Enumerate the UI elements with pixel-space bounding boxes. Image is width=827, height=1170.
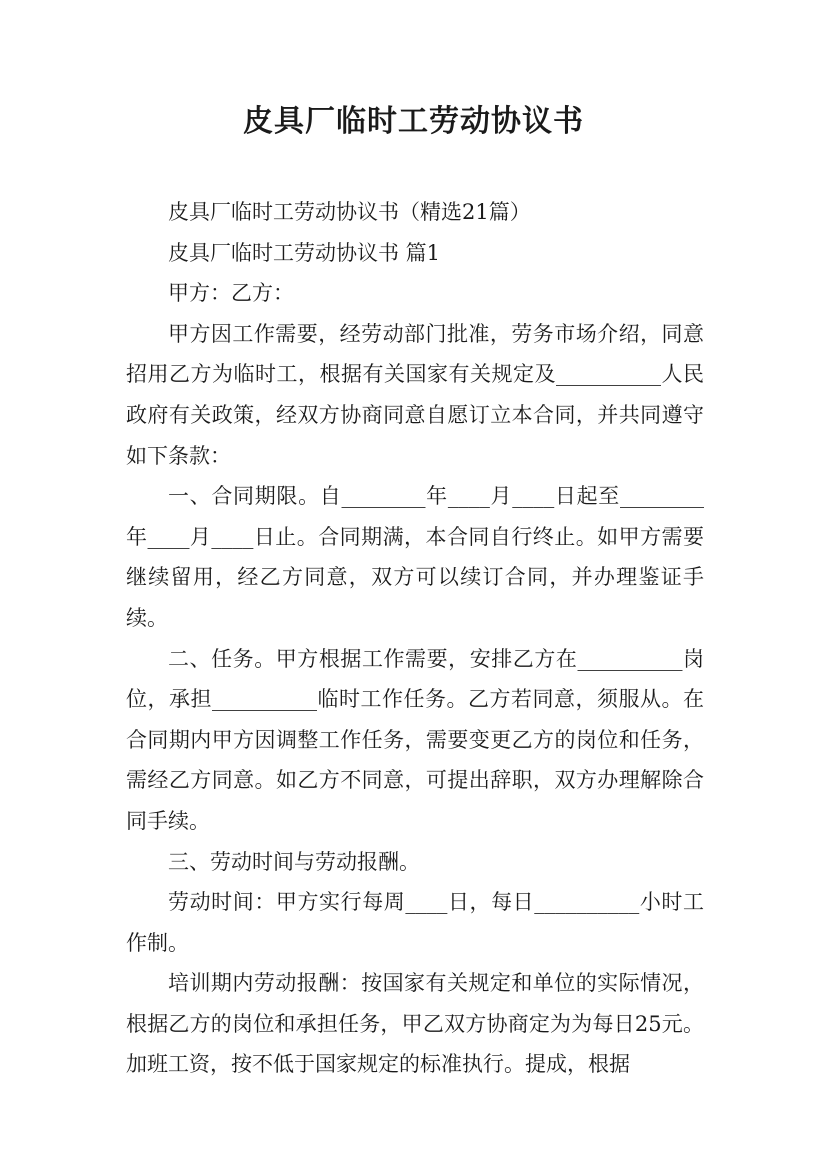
- paragraph-subtitle: 皮具厂临时工劳动协议书（精选21篇）: [168, 200, 531, 224]
- document-title: 皮具厂临时工劳动协议书: [243, 104, 584, 139]
- paragraph-training-pay: 培训期内劳动报酬：按国家有关规定和单位的实际情况，根据乙方的岗位和承担任务，甲乙双方协商定为为每日25元。加班工资，按不低于国家规定的标准执行。提成，根据: [126, 971, 704, 1077]
- paragraph-clause-task: 二、任务。甲方根据工作需要，安排乙方在__________岗位，承担__________临时工作任务。乙方若同意，须服从。在合同期内甲方因调整工作任务，需要变更乙方的岗位和任务，需经乙方同意。如乙方不同意，可提出辞职，双方办理解除合同手续。: [126, 646, 704, 833]
- paragraph-preamble: 甲方因工作需要，经劳动部门批准，劳务市场介绍，同意招用乙方为临时工，根据有关国家有关规定及__________人民政府有关政策，经双方协商同意自愿订立本合同，并共同遵守如下条款：: [126, 321, 704, 468]
- paragraph-parties: 甲方：乙方：: [168, 281, 294, 306]
- paragraph-chapter-heading: 皮具厂临时工劳动协议书 篇1: [168, 240, 441, 265]
- paragraph-working-hours: 劳动时间：甲方实行每周____日，每日__________小时工作制。: [126, 890, 704, 955]
- document-body: [126, 192, 704, 1085]
- paragraph-clause-hours-pay: 三、劳动时间与劳动报酬。: [168, 849, 420, 874]
- paragraph-clause-term: 一、合同期限。自________年____月____日起至________年____月____日止。合同期满，本合同自行终止。如甲方需要继续留用，经乙方同意，双方可以续订合同，并办理鉴证手续。: [126, 484, 704, 630]
